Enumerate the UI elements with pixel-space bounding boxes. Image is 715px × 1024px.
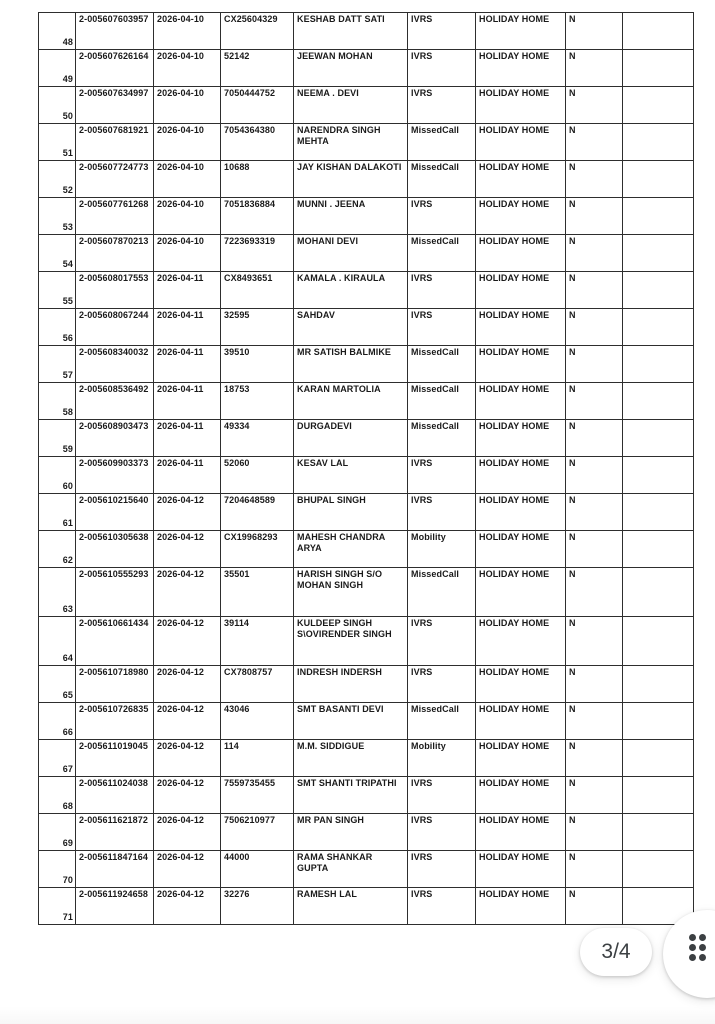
cell-sno: 64: [39, 617, 76, 666]
cell-flag: N: [566, 703, 623, 740]
cell-ref: 39510: [221, 346, 294, 383]
cell-date: 2026-04-10: [154, 198, 221, 235]
table-row: [39, 124, 694, 161]
cell-scheme: HOLIDAY HOME: [476, 740, 566, 777]
cell-name: KULDEEP SINGH S\OVIRENDER SINGH: [294, 617, 408, 666]
cell-scheme: HOLIDAY HOME: [476, 568, 566, 617]
cell-channel: IVRS: [408, 777, 476, 814]
cell-ref: 44000: [221, 851, 294, 888]
cell-flag: N: [566, 851, 623, 888]
cell-id: 2-005610215640: [76, 494, 154, 531]
cell-flag: N: [566, 50, 623, 87]
cell-date: 2026-04-12: [154, 814, 221, 851]
page-bottom-fade: [0, 1006, 715, 1024]
cell-channel: MissedCall: [408, 346, 476, 383]
cell-channel: IVRS: [408, 50, 476, 87]
cell-remark: [623, 703, 694, 740]
cell-channel: MissedCall: [408, 235, 476, 272]
cell-name: KESAV LAL: [294, 457, 408, 494]
cell-ref: CX25604329: [221, 13, 294, 50]
cell-ref: 52142: [221, 50, 294, 87]
table-row: [39, 346, 694, 383]
cell-scheme: HOLIDAY HOME: [476, 457, 566, 494]
table-row: [39, 87, 694, 124]
cell-id: 2-005608903473: [76, 420, 154, 457]
cell-remark: [623, 161, 694, 198]
table-row: [39, 309, 694, 346]
cell-date: 2026-04-11: [154, 272, 221, 309]
cell-sno: 58: [39, 383, 76, 420]
cell-name: NEEMA . DEVI: [294, 87, 408, 124]
cell-remark: [623, 568, 694, 617]
cell-ref: 7506210977: [221, 814, 294, 851]
cell-remark: [623, 740, 694, 777]
cell-scheme: HOLIDAY HOME: [476, 309, 566, 346]
table-row: [39, 235, 694, 272]
cell-scheme: HOLIDAY HOME: [476, 703, 566, 740]
cell-scheme: HOLIDAY HOME: [476, 420, 566, 457]
cell-id: 2-005610718980: [76, 666, 154, 703]
cell-channel: IVRS: [408, 617, 476, 666]
cell-remark: [623, 666, 694, 703]
table-row: [39, 617, 694, 666]
cell-date: 2026-04-12: [154, 617, 221, 666]
cell-name: KESHAB DATT SATI: [294, 13, 408, 50]
cell-flag: N: [566, 494, 623, 531]
cell-sno: 63: [39, 568, 76, 617]
page-indicator-label: 3/4: [601, 940, 631, 963]
cell-remark: [623, 124, 694, 161]
table-row: [39, 703, 694, 740]
cell-name: MR SATISH BALMIKE: [294, 346, 408, 383]
cell-flag: N: [566, 531, 623, 568]
cell-channel: IVRS: [408, 814, 476, 851]
cell-id: 2-005608340032: [76, 346, 154, 383]
cell-name: RAMESH LAL: [294, 888, 408, 925]
cell-scheme: HOLIDAY HOME: [476, 198, 566, 235]
cell-channel: IVRS: [408, 666, 476, 703]
cell-sno: 57: [39, 346, 76, 383]
cell-ref: 7559735455: [221, 777, 294, 814]
cell-channel: Mobility: [408, 531, 476, 568]
cell-remark: [623, 777, 694, 814]
cell-date: 2026-04-12: [154, 740, 221, 777]
cell-scheme: HOLIDAY HOME: [476, 494, 566, 531]
records-table: [38, 12, 694, 925]
cell-id: 2-005608536492: [76, 383, 154, 420]
cell-sno: 56: [39, 309, 76, 346]
cell-scheme: HOLIDAY HOME: [476, 531, 566, 568]
cell-name: MOHANI DEVI: [294, 235, 408, 272]
cell-ref: 18753: [221, 383, 294, 420]
cell-date: 2026-04-10: [154, 50, 221, 87]
cell-remark: [623, 272, 694, 309]
cell-flag: N: [566, 777, 623, 814]
table-row: [39, 740, 694, 777]
cell-channel: Mobility: [408, 740, 476, 777]
cell-date: 2026-04-10: [154, 87, 221, 124]
cell-channel: IVRS: [408, 457, 476, 494]
cell-date: 2026-04-11: [154, 457, 221, 494]
cell-name: MUNNI . JEENA: [294, 198, 408, 235]
cell-sno: 69: [39, 814, 76, 851]
table-row: [39, 666, 694, 703]
cell-id: 2-005607603957: [76, 13, 154, 50]
cell-scheme: HOLIDAY HOME: [476, 13, 566, 50]
cell-scheme: HOLIDAY HOME: [476, 235, 566, 272]
cell-sno: 50: [39, 87, 76, 124]
cell-name: SMT BASANTI DEVI: [294, 703, 408, 740]
grid-dots-icon: [689, 934, 706, 961]
cell-name: MAHESH CHANDRA ARYA: [294, 531, 408, 568]
cell-sno: 65: [39, 666, 76, 703]
cell-date: 2026-04-12: [154, 703, 221, 740]
cell-ref: 114: [221, 740, 294, 777]
cell-flag: N: [566, 198, 623, 235]
cell-sno: 71: [39, 888, 76, 925]
cell-ref: 7050444752: [221, 87, 294, 124]
cell-name: JAY KISHAN DALAKOTI: [294, 161, 408, 198]
cell-flag: N: [566, 161, 623, 198]
cell-flag: N: [566, 457, 623, 494]
cell-name: RAMA SHANKAR GUPTA: [294, 851, 408, 888]
table-row: [39, 777, 694, 814]
table-row: [39, 814, 694, 851]
cell-id: 2-005610726835: [76, 703, 154, 740]
cell-remark: [623, 50, 694, 87]
cell-channel: IVRS: [408, 851, 476, 888]
cell-sno: 70: [39, 851, 76, 888]
cell-remark: [623, 346, 694, 383]
cell-flag: N: [566, 888, 623, 925]
cell-channel: IVRS: [408, 888, 476, 925]
cell-flag: N: [566, 87, 623, 124]
cell-ref: 7204648589: [221, 494, 294, 531]
cell-remark: [623, 494, 694, 531]
cell-scheme: HOLIDAY HOME: [476, 161, 566, 198]
cell-name: HARISH SINGH S/O MOHAN SINGH: [294, 568, 408, 617]
table-row: [39, 531, 694, 568]
cell-name: MR PAN SINGH: [294, 814, 408, 851]
cell-date: 2026-04-12: [154, 851, 221, 888]
cell-flag: N: [566, 309, 623, 346]
cell-date: 2026-04-12: [154, 888, 221, 925]
cell-remark: [623, 309, 694, 346]
cell-date: 2026-04-12: [154, 568, 221, 617]
cell-date: 2026-04-10: [154, 235, 221, 272]
cell-sno: 68: [39, 777, 76, 814]
cell-date: 2026-04-10: [154, 161, 221, 198]
cell-ref: CX19968293: [221, 531, 294, 568]
cell-sno: 62: [39, 531, 76, 568]
cell-sno: 59: [39, 420, 76, 457]
cell-remark: [623, 420, 694, 457]
cell-remark: [623, 814, 694, 851]
cell-channel: IVRS: [408, 198, 476, 235]
cell-date: 2026-04-11: [154, 383, 221, 420]
cell-ref: 7223693319: [221, 235, 294, 272]
cell-ref: 52060: [221, 457, 294, 494]
cell-id: 2-005607724773: [76, 161, 154, 198]
cell-remark: [623, 13, 694, 50]
cell-id: 2-005611924658: [76, 888, 154, 925]
table-row: [39, 198, 694, 235]
cell-name: KARAN MARTOLIA: [294, 383, 408, 420]
records-table-body: [39, 13, 694, 925]
cell-name: SAHDAV: [294, 309, 408, 346]
table-row: [39, 888, 694, 925]
cell-name: KAMALA . KIRAULA: [294, 272, 408, 309]
cell-remark: [623, 383, 694, 420]
cell-scheme: HOLIDAY HOME: [476, 346, 566, 383]
cell-ref: 43046: [221, 703, 294, 740]
cell-channel: MissedCall: [408, 161, 476, 198]
cell-scheme: HOLIDAY HOME: [476, 888, 566, 925]
cell-channel: MissedCall: [408, 124, 476, 161]
table-row: [39, 494, 694, 531]
cell-id: 2-005608017553: [76, 272, 154, 309]
cell-name: M.M. SIDDIGUE: [294, 740, 408, 777]
cell-channel: IVRS: [408, 309, 476, 346]
cell-name: JEEWAN MOHAN: [294, 50, 408, 87]
cell-id: 2-005610305638: [76, 531, 154, 568]
cell-sno: 49: [39, 50, 76, 87]
cell-scheme: HOLIDAY HOME: [476, 814, 566, 851]
cell-flag: N: [566, 617, 623, 666]
cell-ref: 35501: [221, 568, 294, 617]
cell-id: 2-005607681921: [76, 124, 154, 161]
cell-remark: [623, 198, 694, 235]
cell-id: 2-005611847164: [76, 851, 154, 888]
cell-scheme: HOLIDAY HOME: [476, 87, 566, 124]
cell-ref: 32276: [221, 888, 294, 925]
cell-id: 2-005611024038: [76, 777, 154, 814]
cell-channel: IVRS: [408, 272, 476, 309]
cell-sno: 66: [39, 703, 76, 740]
cell-remark: [623, 617, 694, 666]
cell-channel: IVRS: [408, 494, 476, 531]
cell-name: DURGADEVI: [294, 420, 408, 457]
cell-sno: 60: [39, 457, 76, 494]
cell-id: 2-005607761268: [76, 198, 154, 235]
cell-flag: N: [566, 346, 623, 383]
cell-flag: N: [566, 420, 623, 457]
cell-sno: 51: [39, 124, 76, 161]
cell-flag: N: [566, 666, 623, 703]
cell-flag: N: [566, 235, 623, 272]
cell-flag: N: [566, 383, 623, 420]
cell-channel: MissedCall: [408, 703, 476, 740]
cell-id: 2-005607870213: [76, 235, 154, 272]
cell-sno: 52: [39, 161, 76, 198]
cell-ref: CX7808757: [221, 666, 294, 703]
page-indicator-pill[interactable]: [580, 928, 652, 976]
cell-id: 2-005607626164: [76, 50, 154, 87]
cell-channel: MissedCall: [408, 383, 476, 420]
cell-date: 2026-04-12: [154, 666, 221, 703]
cell-sno: 53: [39, 198, 76, 235]
cell-ref: 39114: [221, 617, 294, 666]
cell-remark: [623, 531, 694, 568]
cell-date: 2026-04-12: [154, 777, 221, 814]
cell-ref: 7051836884: [221, 198, 294, 235]
cell-sno: 61: [39, 494, 76, 531]
cell-ref: 49334: [221, 420, 294, 457]
cell-name: NARENDRA SINGH MEHTA: [294, 124, 408, 161]
cell-date: 2026-04-12: [154, 494, 221, 531]
cell-channel: IVRS: [408, 87, 476, 124]
cell-scheme: HOLIDAY HOME: [476, 272, 566, 309]
cell-sno: 55: [39, 272, 76, 309]
cell-date: 2026-04-11: [154, 420, 221, 457]
cell-ref: 32595: [221, 309, 294, 346]
cell-id: 2-005607634997: [76, 87, 154, 124]
cell-id: 2-005608067244: [76, 309, 154, 346]
cell-id: 2-005611019045: [76, 740, 154, 777]
cell-date: 2026-04-11: [154, 309, 221, 346]
cell-channel: IVRS: [408, 13, 476, 50]
cell-channel: MissedCall: [408, 420, 476, 457]
cell-remark: [623, 235, 694, 272]
cell-date: 2026-04-11: [154, 346, 221, 383]
cell-name: SMT SHANTI TRIPATHI: [294, 777, 408, 814]
cell-scheme: HOLIDAY HOME: [476, 383, 566, 420]
cell-remark: [623, 87, 694, 124]
cell-id: 2-005610555293: [76, 568, 154, 617]
cell-sno: 67: [39, 740, 76, 777]
table-row: [39, 851, 694, 888]
cell-scheme: HOLIDAY HOME: [476, 851, 566, 888]
cell-channel: MissedCall: [408, 568, 476, 617]
cell-date: 2026-04-12: [154, 531, 221, 568]
table-row: [39, 420, 694, 457]
cell-remark: [623, 457, 694, 494]
cell-scheme: HOLIDAY HOME: [476, 617, 566, 666]
cell-remark: [623, 851, 694, 888]
cell-ref: 7054364380: [221, 124, 294, 161]
table-row: [39, 50, 694, 87]
cell-scheme: HOLIDAY HOME: [476, 50, 566, 87]
cell-flag: N: [566, 272, 623, 309]
table-row: [39, 161, 694, 198]
cell-flag: N: [566, 740, 623, 777]
cell-date: 2026-04-10: [154, 13, 221, 50]
cell-sno: 54: [39, 235, 76, 272]
cell-flag: N: [566, 124, 623, 161]
cell-ref: 10688: [221, 161, 294, 198]
table-row: [39, 457, 694, 494]
cell-name: BHUPAL SINGH: [294, 494, 408, 531]
cell-id: 2-005610661434: [76, 617, 154, 666]
cell-ref: CX8493651: [221, 272, 294, 309]
cell-sno: 48: [39, 13, 76, 50]
cell-id: 2-005611621872: [76, 814, 154, 851]
table-row: [39, 13, 694, 50]
cell-scheme: HOLIDAY HOME: [476, 124, 566, 161]
cell-flag: N: [566, 814, 623, 851]
cell-id: 2-005609903373: [76, 457, 154, 494]
cell-scheme: HOLIDAY HOME: [476, 666, 566, 703]
cell-name: INDRESH INDERSH: [294, 666, 408, 703]
cell-date: 2026-04-10: [154, 124, 221, 161]
cell-flag: N: [566, 568, 623, 617]
table-row: [39, 272, 694, 309]
table-row: [39, 568, 694, 617]
cell-flag: N: [566, 13, 623, 50]
table-row: [39, 383, 694, 420]
cell-scheme: HOLIDAY HOME: [476, 777, 566, 814]
